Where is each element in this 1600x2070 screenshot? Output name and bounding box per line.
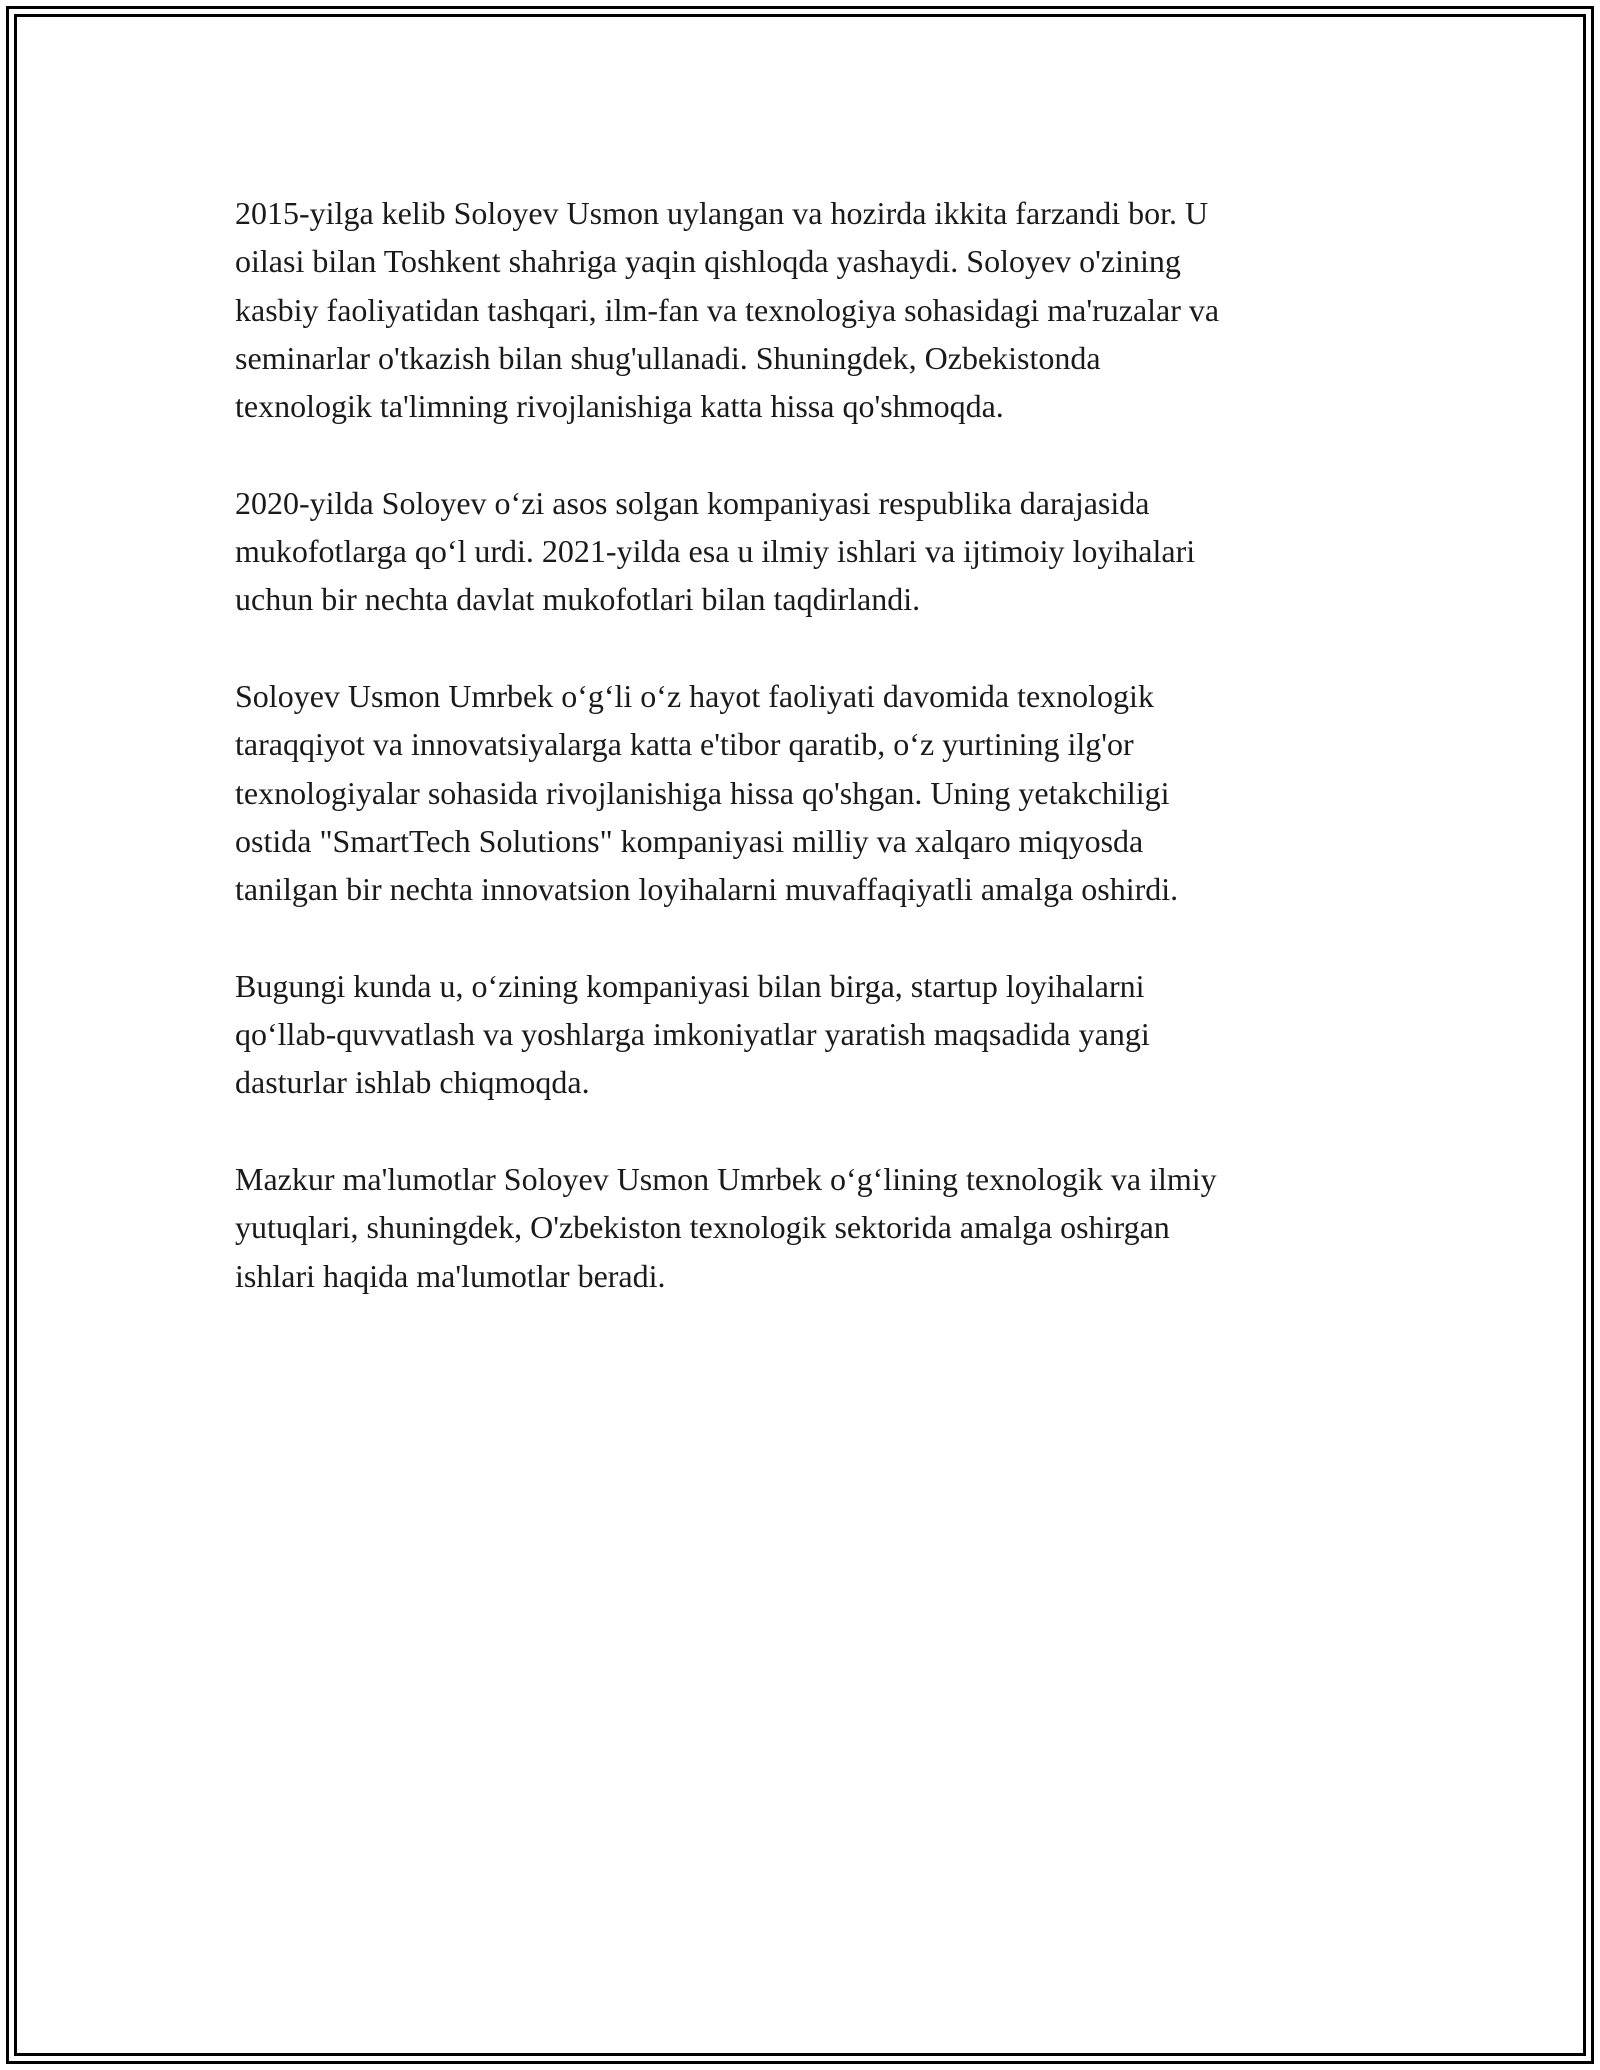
- paragraph-career-innovation: Soloyev Usmon Umrbek o‘g‘li o‘z hayot faoliyati davomida texnologik taraqqiyot va innovatsiyalarga katta e'tibor qaratib, o‘z yurtining ilg'or texnologiyalar sohasida rivojlanishiga hissa qo'shgan. Uning yetakchiligi ostida "SmartTech Solutions" kompaniyasi milliy va xalqaro miqyosda tanilgan bir nechta innovatsion loyihalarni muvaffaqiyatli amalga oshirdi.: [235, 677, 1179, 908]
- paragraph-summary: Mazkur ma'lumotlar Soloyev Usmon Umrbek o‘g‘lining texnologik va ilmiy yutuqlari, shuningdek, O'zbekiston texnologik sektorida amalga oshirgan ishlari haqida ma'lumotlar beradi.: [235, 1160, 1217, 1294]
- paragraph-awards: 2020-yilda Soloyev o‘zi asos solgan kompaniyasi respublika darajasida mukofotlarga qo‘l urdi. 2021-yilda esa u ilmiy ishlari va ijtimoiy loyihalari uchun bir nechta davlat mukofotlari bilan taqdirlandi.: [235, 484, 1196, 618]
- paragraph-current-activity: Bugungi kunda u, o‘zining kompaniyasi bilan birga, startup loyihalarni qo‘llab-quvvatlash va yoshlarga imkoniyatlar yaratish maqsadida yangi dasturlar ishlab chiqmoqda.: [235, 967, 1150, 1101]
- document-body: [235, 189, 1385, 1348]
- paragraph-family-life: 2015-yilga kelib Soloyev Usmon uylangan va hozirda ikkita farzandi bor. U oilasi bilan Toshkent shahriga yaqin qishloqda yashaydi. Soloyev o'zining kasbiy faoliyatidan tashqari, ilm-fan va texnologiya sohasidagi ma'ruzalar va seminarlar o'tkazish bilan shug'ullanadi. Shuningdek, Ozbekistonda texnologik ta'limning rivojlanishiga katta hissa qo'shmoqda.: [235, 195, 1220, 425]
